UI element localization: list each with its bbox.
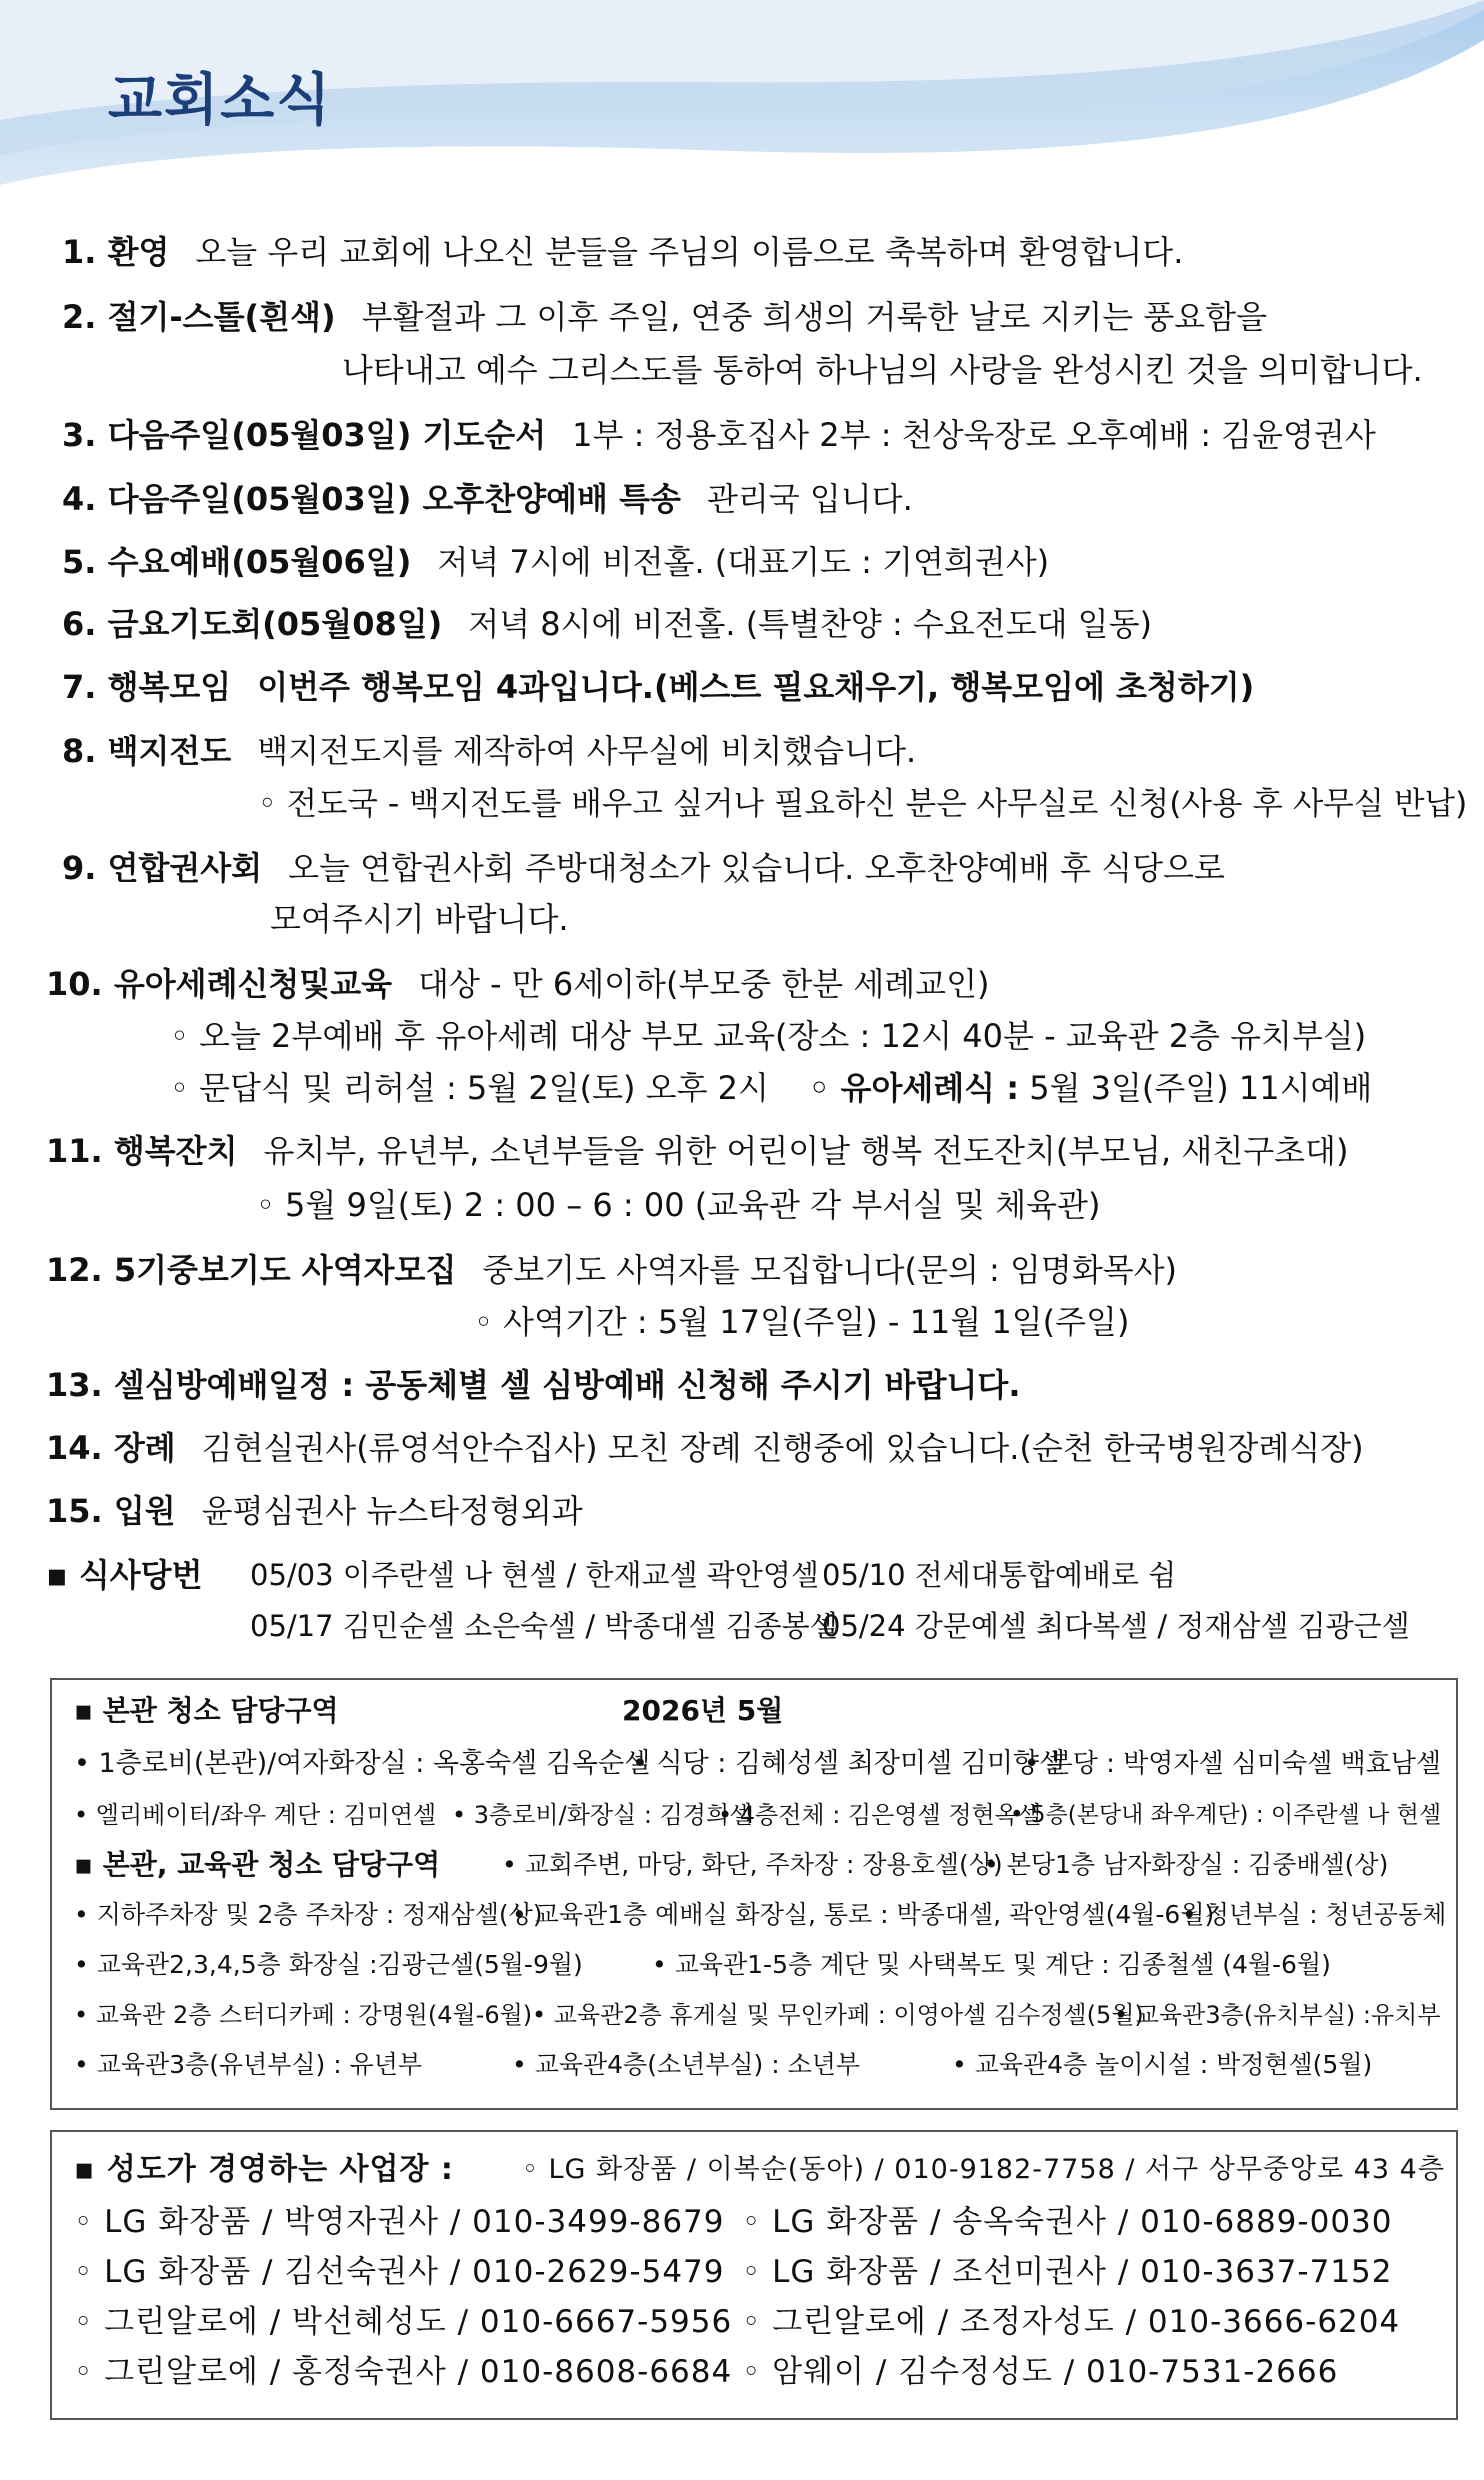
item-label: 6. 금요기도회(05월08일) [62, 605, 443, 643]
item-label: 7. 행복모임 [62, 668, 232, 706]
business-entry: ◦ 그린알로에 / 조정자성도 / 010-3666-6204 [742, 2304, 1401, 2340]
item-text: 저녁 8시에 비전홀. (특별찬양 : 수요전도대 일동) [468, 605, 1152, 643]
meal-duty-row-1a: 05/03 이주란셀 나 현셀 / 한재교셀 곽안영셀 [250, 1558, 819, 1592]
news-item-4 [62, 479, 913, 519]
item-text: 나타내고 예수 그리스도를 통하여 하나님의 사랑을 완성시킨 것을 의미합니다. [342, 351, 1423, 389]
item-label: 10. 유아세례신청및교육 [46, 965, 393, 1003]
item-label: 9. 연합권사회 [62, 849, 263, 887]
news-item-13 [46, 1365, 1020, 1405]
item-text: 이번주 행복모임 4과입니다.(베스트 필요채우기, 행복모임에 초청하기) [257, 668, 1255, 706]
item-label: 3. 다음주일(05월03일) 기도순서 [62, 416, 547, 454]
item-text: 대상 - 만 6세이하(부모중 한분 세례교인) [418, 965, 990, 1003]
cleaning-row-3b: • 본당1층 남자화장실 : 김중배셀(상) [984, 1850, 1389, 1879]
cleaning-title-sub: ▪ 본관, 교육관 청소 담당구역 [74, 1848, 441, 1881]
item-label: 1. 환영 [62, 233, 170, 271]
cleaning-row-5a: • 교육관2,3,4,5층 화장실 :김광근셀(5월-9월) [74, 1950, 583, 1979]
meal-duty-label: ▪ 식사당번 [46, 1556, 203, 1594]
item-label: 5. 수요예배(05월06일) [62, 543, 412, 581]
item-label: 11. 행복잔치 [46, 1132, 238, 1170]
news-item-11-sub [256, 1185, 1100, 1225]
business-entry: ◦ LG 화장품 / 조선미권사 / 010-3637-7152 [742, 2254, 1393, 2290]
business-entry: ◦ 암웨이 / 김수정성도 / 010-7531-2666 [742, 2354, 1339, 2390]
item-label: 14. 장례 [46, 1429, 176, 1467]
item-text: 모여주시기 바랍니다. [270, 900, 569, 938]
news-item-8 [62, 731, 916, 771]
item-text: 중보기도 사역자를 모집합니다(문의 : 임명화목사) [482, 1251, 1178, 1289]
business-entry: ◦ LG 화장품 / 이복순(동아) / 010-9182-7758 / 서구 상무중앙로 43 4층 [522, 2154, 1445, 2185]
news-item-7 [62, 667, 1254, 707]
business-entry: ◦ LG 화장품 / 송옥숙권사 / 010-6889-0030 [742, 2204, 1393, 2240]
cleaning-row-7c: • 교육관4층 놀이시설 : 박정현셀(5월) [952, 2050, 1373, 2079]
business-entry: ◦ 그린알로에 / 박선혜성도 / 010-6667-5956 [74, 2304, 733, 2340]
page-title: 교회소식 [108, 68, 333, 133]
cleaning-title-main: ▪ 본관 청소 담당구역 [74, 1694, 339, 1727]
meal-duty-row-2a: 05/17 김민순셀 소은숙셀 / 박종대셀 김종봉셀 [250, 1609, 838, 1643]
item-label: 2. 절기-스톨(흰색) [62, 298, 336, 336]
item-text: 백지전도지를 제작하여 사무실에 비치했습니다. [257, 732, 917, 770]
business-title: ▪ 성도가 경영하는 사업장 : [74, 2152, 454, 2187]
news-item-9 [62, 848, 1225, 888]
item-subtext: ◦ 전도국 - 백지전도를 배우고 싶거나 필요하신 분은 사무실로 신청(사용 후 사무실 반납) [258, 786, 1468, 822]
cleaning-row-1a: • 1층로비(본관)/여자화장실 : 옥홍숙셀 김옥순셀 [74, 1748, 651, 1779]
item-text: 부활절과 그 이후 주일, 연중 희생의 거룩한 날로 지키는 풍요함을 [361, 298, 1268, 336]
business-entry: ◦ LG 화장품 / 김선숙권사 / 010-2629-5479 [74, 2254, 725, 2290]
item-label: 15. 입원 [46, 1492, 176, 1530]
cleaning-row-2b: • 3층로비/화장실 : 김경희셀 [452, 1801, 753, 1829]
news-item-10 [46, 964, 989, 1004]
cleaning-row-4a: • 지하주차장 및 2층 주차장 : 정재삼셀(상) [74, 1900, 543, 1929]
news-item-6 [62, 604, 1152, 644]
cleaning-row-2c: • 4층전체 : 김은영셀 정현옥셀 [718, 1801, 1042, 1829]
item-label: 8. 백지전도 [62, 732, 232, 770]
cleaning-row-1b: • 식당 : 김혜성셀 최장미셀 김미향셀 [632, 1748, 1066, 1779]
item-text: 윤평심권사 뉴스타정형외과 [201, 1492, 583, 1530]
item-text: 오늘 연합권사회 주방대청소가 있습니다. 오후찬양예배 후 식당으로 [288, 849, 1225, 887]
business-entry: ◦ LG 화장품 / 박영자권사 / 010-3499-8679 [74, 2204, 725, 2240]
cleaning-row-6b: • 교육관2층 휴게실 및 무인카페 : 이영아셀 김수정셀(5월) [532, 2001, 1144, 2029]
news-item-5 [62, 542, 1049, 582]
news-item-2-cont [342, 350, 1423, 390]
item-subtext: 5월 3일(주일) 11시예배 [1029, 1069, 1373, 1107]
news-item-10-sub1 [170, 1016, 1366, 1056]
cleaning-row-2a: • 엘리베이터/좌우 계단 : 김미연셀 [74, 1801, 437, 1829]
cleaning-row-3a: • 교회주변, 마당, 화단, 주차장 : 장용호셀(상) [502, 1850, 1003, 1879]
news-item-8-sub [258, 784, 1467, 824]
item-sublabel: ◦ 유아세례식 : [808, 1069, 1020, 1107]
item-subtext: ◦ 오늘 2부예배 후 유아세례 대상 부모 교육(장소 : 12시 40분 - 교육관 2층 유치부실) [170, 1017, 1367, 1055]
news-item-9-cont [270, 899, 569, 939]
item-subtext: ◦ 5월 9일(토) 2 : 00 – 6 : 00 (교육관 각 부서실 및 체육관) [256, 1186, 1101, 1224]
item-text: 1부 : 정용호집사 2부 : 천상욱장로 오후예배 : 김윤영권사 [572, 416, 1376, 454]
news-item-10-sub2 [170, 1068, 1372, 1108]
item-label: 4. 다음주일(05월03일) 오후찬양예배 특송 [62, 480, 681, 518]
cleaning-row-6c: • 교육관3층(유치부실) :유치부 [1114, 2001, 1441, 2029]
business-box [50, 2130, 1458, 2420]
item-label: 13. 셀심방예배일정 : 공동체별 셀 심방예배 신청해 주시기 바랍니다. [46, 1366, 1021, 1404]
cleaning-duty-box [50, 1678, 1458, 2110]
item-text: 관리국 입니다. [706, 480, 913, 518]
news-item-12-sub [474, 1302, 1129, 1342]
news-item-3 [62, 415, 1376, 455]
item-text: 오늘 우리 교회에 나오신 분들을 주님의 이름으로 축복하며 환영합니다. [195, 233, 1184, 271]
cleaning-row-6a: • 교육관 2층 스터디카페 : 강명원(4월-6월) [74, 2001, 533, 2029]
cleaning-row-4b: • 교육관1층 예배실 화장실, 통로 : 박종대셀, 곽안영셀(4월-6월) [512, 1900, 1215, 1929]
news-item-11 [46, 1131, 1348, 1171]
news-item-14 [46, 1428, 1364, 1468]
item-text: 김현실권사(류영석안수집사) 모친 장례 진행중에 있습니다.(순천 한국병원장례식장) [201, 1429, 1364, 1467]
cleaning-row-4c: • 청년부실 : 청년공동체 [1182, 1900, 1447, 1929]
item-subtext: ◦ 문답식 및 리허설 : 5월 2일(토) 오후 2시 [170, 1069, 769, 1107]
item-label: 12. 5기중보기도 사역자모집 [46, 1251, 457, 1289]
cleaning-row-2d: • 5층(본당내 좌우계단) : 이주란셀 나 현셀 [1010, 1802, 1442, 1828]
meal-duty-row-1b: 05/10 전세대통합예배로 쉼 [822, 1558, 1177, 1592]
cleaning-row-7a: • 교육관3층(유년부실) : 유년부 [74, 2050, 423, 2079]
cleaning-row-7b: • 교육관4층(소년부실) : 소년부 [512, 2050, 861, 2079]
news-item-1 [62, 232, 1183, 272]
item-subtext: ◦ 사역기간 : 5월 17일(주일) - 11월 1일(주일) [474, 1303, 1130, 1341]
cleaning-date: 2026년 5월 [622, 1694, 784, 1727]
cleaning-row-5b: • 교육관1-5층 계단 및 사택복도 및 계단 : 김종철셀 (4월-6월) [652, 1950, 1331, 1979]
news-item-2 [62, 297, 1267, 337]
meal-duty-row-2b: 05/24 강문예셀 최다복셀 / 정재삼셀 김광근셀 [822, 1609, 1410, 1643]
business-entry: ◦ 그린알로에 / 홍정숙권사 / 010-8608-6684 [74, 2354, 733, 2390]
news-item-15 [46, 1491, 583, 1531]
item-text: 저녁 7시에 비전홀. (대표기도 : 기연희권사) [437, 543, 1050, 581]
news-item-12 [46, 1250, 1177, 1290]
item-text: 유치부, 유년부, 소년부들을 위한 어린이날 행복 전도잔치(부모님, 새친구초대) [263, 1132, 1349, 1170]
cleaning-row-1c: • 본당 : 박영자셀 심미숙셀 백효남셀 [1024, 1749, 1442, 1779]
